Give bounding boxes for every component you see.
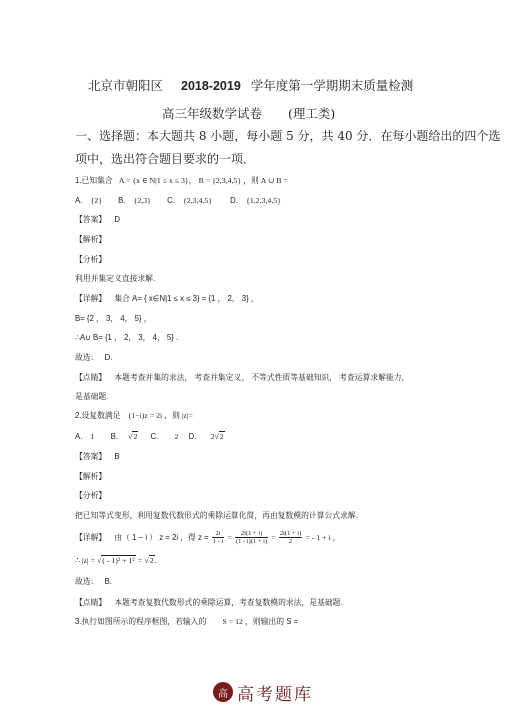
q2-fraction-1-den: 1 - i xyxy=(212,538,224,546)
q1-options xyxy=(75,197,281,205)
q2-point-text: 本题考查复数代数形式的乘除运算，考查复数模的求法，是基础题. xyxy=(114,598,343,607)
page-title xyxy=(88,80,413,93)
q1-jiexi-label: 【解析】 xyxy=(75,235,107,244)
q2-fraction-1 xyxy=(212,530,224,546)
section-intro-line2: 项中，选出符合题目要求的一项． xyxy=(75,152,256,166)
q2-mod-pre: ∴ |z| = xyxy=(75,556,95,565)
q2-mod-eq: = xyxy=(137,556,143,565)
q2-point xyxy=(75,599,343,607)
q2-opt-d-label: D. xyxy=(188,432,197,441)
q1-opt-d-label: D. xyxy=(230,196,238,205)
q1-opt-d-value: {1,2,3,4,5} xyxy=(246,196,281,205)
q3-stem xyxy=(75,618,298,626)
q1-answer xyxy=(75,216,120,224)
q1-conclusion-label: 故选： xyxy=(75,353,99,362)
q1-point-1 xyxy=(75,374,409,382)
q1-fenxi-label: 【分析】 xyxy=(75,255,107,264)
q1-fenxi-text: 利用并集定义直接求解. xyxy=(75,274,156,283)
q1-stem-text: 1.已知集合 xyxy=(75,176,113,185)
q1-ask: ，则 A ∪ B = xyxy=(243,176,288,185)
logo-seal-icon: 高 xyxy=(213,682,233,702)
q2-answer-value: B xyxy=(114,452,120,461)
q2-detail-pre: 由（ 1 − i ） z = 2i ，得 z = xyxy=(114,533,209,543)
q2-conclusion-value: B. xyxy=(104,577,112,586)
q3-input: S = 12 xyxy=(222,617,243,626)
q1-opt-a-label: A. xyxy=(75,196,83,205)
q2-opt-d-coef: 2 xyxy=(210,432,215,441)
logo-text: 高考题库 xyxy=(237,684,313,705)
q1-conclusion-value: D. xyxy=(104,353,113,362)
q1-conclusion xyxy=(75,354,112,362)
q2-detail-label: 【详解】 xyxy=(75,533,107,543)
q2-fraction-1-num: 2i xyxy=(212,530,224,538)
q2-opt-d-radicand: 2 xyxy=(219,432,224,441)
q2-stem-text: 2.设复数满足 xyxy=(75,411,121,420)
q2-stem xyxy=(75,412,193,420)
section-intro-line1: 一、选择题：本大题共 8 小题，每小题 5 分，共 40 分．在每小题给出的四个选 xyxy=(75,129,501,143)
q1-point-2: 是基础题. xyxy=(75,392,109,401)
q1-detail-text-1: 集合 A= { x∈N|1 ≤ x ≤ 3} = {1 ， 2， 3} ， xyxy=(114,294,259,303)
q2-mod-radicand: ( - 1)² + 1² xyxy=(102,556,135,565)
q2-opt-d-value: 2√2 xyxy=(210,432,224,441)
q2-opt-b-label: B. xyxy=(110,432,118,441)
q1-opt-c-value: {2,3,4,5} xyxy=(183,196,212,205)
q2-fraction-3-num: 2i(1 + i) xyxy=(279,530,302,537)
q1-point-text-1: 本题考查并集的求法， 考查并集定义、 不等式性质等基础知识， 考查运算求解能力， xyxy=(114,373,410,382)
q1-opt-a-value: {2} xyxy=(90,196,102,205)
q1-point-label: 【点睛】 xyxy=(75,373,107,382)
q2-opt-c-label: C. xyxy=(150,432,159,441)
page-subtitle xyxy=(162,108,335,121)
q2-fraction-2 xyxy=(235,530,268,546)
title-term: 学年度第一学期期末质量检测 xyxy=(250,78,414,93)
q3-ask: ，则输出的 S = xyxy=(245,617,299,626)
q2-fenxi-label: 【分析】 xyxy=(75,491,107,500)
q2-point-label: 【点睛】 xyxy=(75,598,107,607)
q3-stem-text: 3.执行如图所示的程序框图，若输入的 xyxy=(75,617,207,626)
q1-opt-c-label: C. xyxy=(167,196,175,205)
q1-opt-b-value: {2,3} xyxy=(133,196,151,205)
q1-set-a: A = {x ∈ N|1 ≤ x ≤ 3} xyxy=(118,176,189,185)
q1-detail-3: ∴A∪ B= {1 ， 2， 3， 4， 5} ． xyxy=(75,333,184,342)
q2-opt-a-label: A. xyxy=(75,432,83,441)
q2-opt-b-value: √2 xyxy=(128,432,138,441)
subtitle-text: 高三年级数学试卷 xyxy=(162,106,263,121)
q2-conclusion-label: 故选： xyxy=(75,577,99,586)
q1-answer-label: 【答案】 xyxy=(75,215,107,224)
title-year: 2018-2019 xyxy=(181,79,241,93)
q2-ask: ，则 |z|= xyxy=(164,411,193,420)
q1-detail-2: B= {2 ， 3， 4， 5} ， xyxy=(75,314,152,323)
q1-detail-label: 【详解】 xyxy=(75,294,107,303)
q2-detail-tail: = - 1 + i ， xyxy=(305,533,341,543)
q1-detail-1 xyxy=(75,295,259,303)
q2-options xyxy=(75,433,225,441)
q2-opt-b-radicand: 2 xyxy=(133,432,138,441)
title-region: 北京市朝阳区 xyxy=(88,78,164,93)
q2-fraction-3 xyxy=(279,530,302,546)
q1-set-b: B = {2,3,4,5} xyxy=(198,176,242,185)
q2-answer xyxy=(75,453,120,461)
q2-mod-result-radicand: 2 xyxy=(149,556,154,565)
q2-answer-label: 【答案】 xyxy=(75,452,107,461)
q2-fraction-2-den: (1 - i)(1 + i) xyxy=(236,538,268,546)
q1-answer-value: D xyxy=(114,215,120,224)
q2-conclusion xyxy=(75,578,112,586)
q2-detail: 【详解】 由（ 1 − i ） z = 2i ，得 z = $\frac{2i}{1 - i}$ = $\frac{2i(1 + i)}{(1 - i)(1 + i)}$ = $\frac{2i(1 + i)}{2}$ = - 1 + i ， xyxy=(75,530,341,546)
footer-logo xyxy=(213,680,313,704)
q1-stem: 1.已知集合 A = {x ∈ N|1 ≤ x ≤ 3}， B = {2,3,4,5} ，则 A ∪ B = xyxy=(75,176,288,185)
q2-fraction-3-den: 2 xyxy=(288,538,293,546)
q2-mod-sqrt: √( - 1)² + 1² xyxy=(97,556,135,565)
q2-fraction-2-num: 2i(1 + i) xyxy=(235,530,268,538)
q2-opt-c-value: 2 xyxy=(174,432,179,441)
q2-mod-result: √2. xyxy=(144,556,157,565)
q1-opt-b-label: B. xyxy=(118,196,126,205)
q2-fenxi-text: 把已知等式变形，利用复数代数形式的乘除运算化简，再由复数模的计算公式求解. xyxy=(75,511,358,520)
q2-jiexi-label: 【解析】 xyxy=(75,472,107,481)
q2-modulus xyxy=(75,557,157,565)
subtitle-tag: (理工类) xyxy=(288,106,336,121)
q2-condition: (1−i)z = 2i xyxy=(128,411,163,420)
q2-opt-a-value: 1 xyxy=(90,432,95,441)
